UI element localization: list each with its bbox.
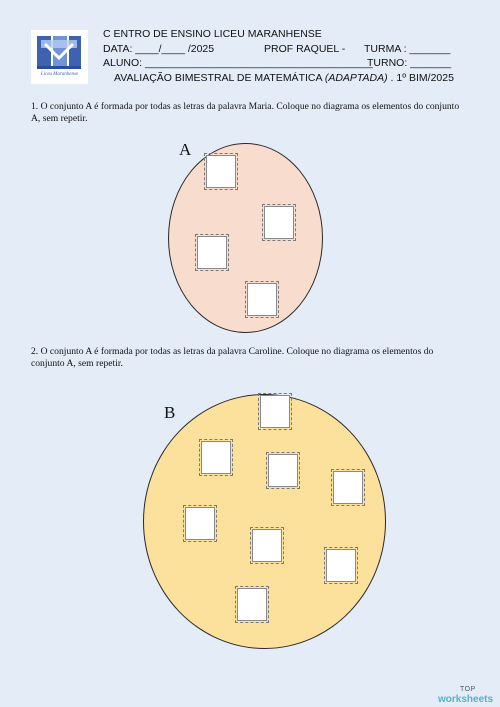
question-2-text: 2. O conjunto A é formada por todas as letras da palavra Caroline. Coloque no diagrama os elementos do conjunto A, sem repetir. bbox=[31, 346, 434, 369]
watermark-top: TOP bbox=[460, 686, 476, 693]
answer-box-b1[interactable] bbox=[260, 395, 290, 428]
logo-caption: Liceu Maranhense bbox=[40, 72, 79, 77]
set-a-diagram bbox=[168, 143, 323, 333]
answer-box-b5[interactable] bbox=[185, 507, 215, 540]
answer-box-a1[interactable] bbox=[206, 155, 236, 188]
school-logo bbox=[31, 30, 88, 84]
shift-field[interactable]: TURNO: _______ bbox=[367, 57, 452, 69]
student-field[interactable]: ALUNO: _______________________________________ bbox=[103, 57, 373, 69]
exam-title bbox=[114, 72, 454, 84]
answer-box-b7[interactable] bbox=[326, 549, 356, 582]
answer-box-b8[interactable] bbox=[237, 588, 267, 621]
exam-title-end: . 1º BIM/2025 bbox=[387, 72, 454, 84]
teacher-name: PROF RAQUEL - bbox=[264, 43, 346, 55]
answer-box-b4[interactable] bbox=[333, 471, 363, 504]
watermark-bottom: worksheets bbox=[438, 694, 494, 705]
set-label-a: A bbox=[179, 140, 192, 159]
answer-box-b6[interactable] bbox=[252, 529, 282, 562]
date-line: DATA: ____/____ /2025 bbox=[103, 43, 215, 55]
set-label-b: B bbox=[164, 403, 176, 422]
answer-box-a3[interactable] bbox=[197, 236, 227, 269]
answer-box-a2[interactable] bbox=[264, 206, 294, 239]
class-field[interactable]: TURMA : _______ bbox=[364, 43, 451, 55]
answer-box-a4[interactable] bbox=[247, 283, 277, 316]
exam-title-italic: (ADAPTADA) bbox=[324, 72, 388, 84]
question-1-text: 1. O conjunto A é formada por todas as letras da palavra Maria. Coloque no diagrama os elementos do conjunto A, sem repetir. bbox=[31, 101, 460, 124]
answer-box-b3[interactable] bbox=[268, 454, 298, 487]
exam-title-main: AVALIAÇÃO BIMESTRAL DE MATEMÁTICA bbox=[114, 72, 325, 84]
answer-box-b2[interactable] bbox=[201, 441, 231, 474]
school-name: C ENTRO DE ENSINO LICEU MARANHENSE bbox=[103, 28, 322, 40]
